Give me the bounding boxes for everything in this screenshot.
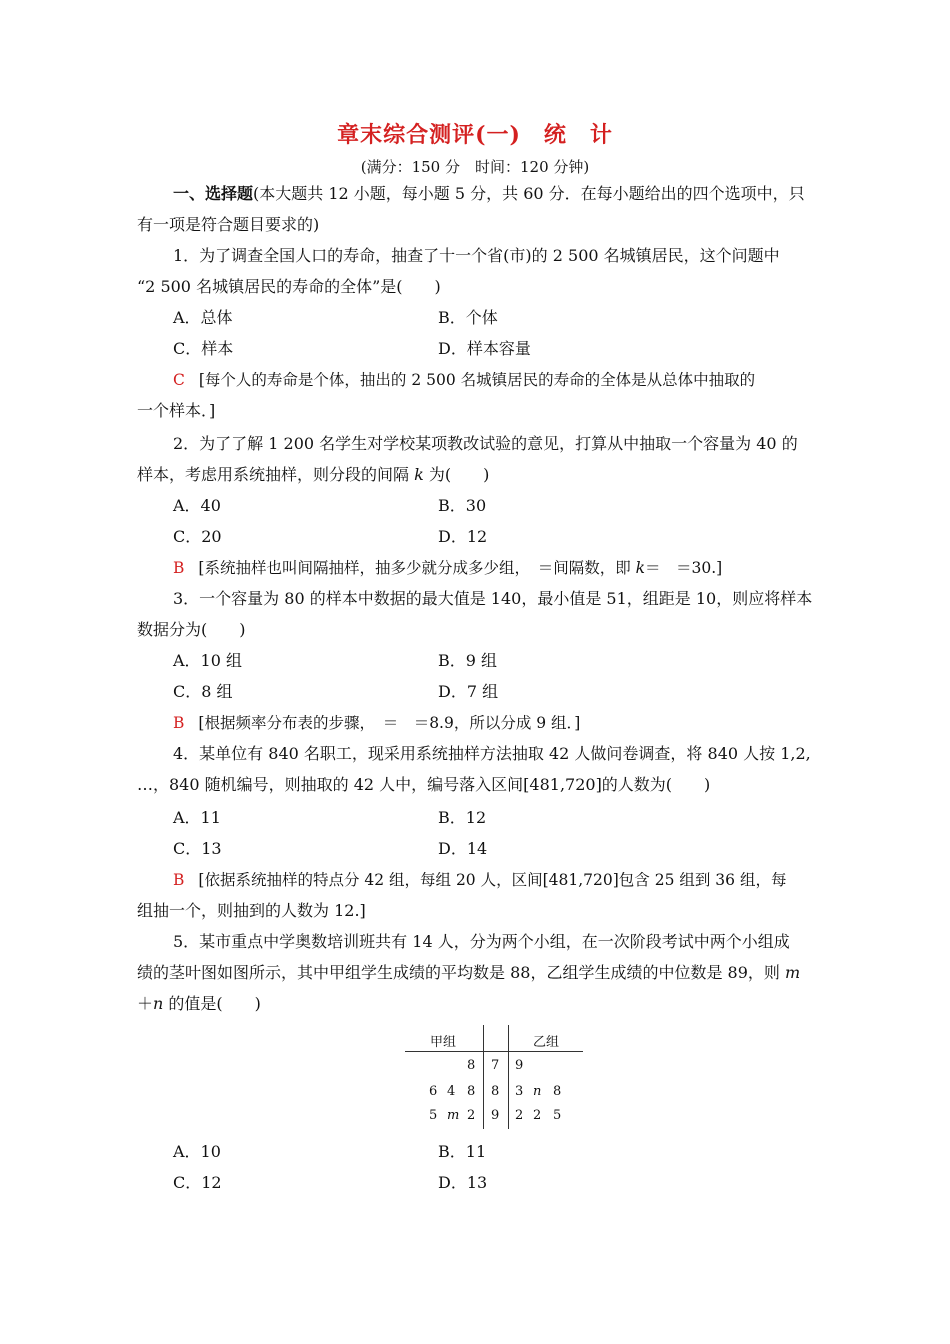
q4-stem: 4．某单位有 840 名职工，现采用系统抽样方法抽取 42 人做问卷调查，将 840 人按 1,2, (173, 744, 811, 763)
q4-expl-cont: 组抽一个，则抽到的人数为 12.] (137, 901, 366, 920)
leaf-left: 8 (467, 1058, 476, 1073)
leaf-right: 3 (515, 1084, 524, 1099)
q5-option-c: C．12 (173, 1173, 222, 1192)
q3-answer: B (173, 714, 185, 732)
q2-option-b: B．30 (438, 496, 487, 515)
q4-expl-text: [依据系统抽样的特点分 42 组，每组 20 人，区间[481,720]包含 25 组到 36 组，每 (198, 871, 787, 889)
leaf-right: 2 (533, 1108, 542, 1123)
q1-stem-cont: “2 500 名城镇居民的寿命的全体”是( ) (137, 277, 441, 296)
q1-option-b: B．个体 (438, 308, 498, 327)
q2-option-d: D．12 (438, 527, 488, 546)
section-head: 一、选择题 (173, 184, 254, 203)
q3-stem: 3．一个容量为 80 的样本中数据的最大值是 140，最小值是 51，组距是 10，则应将样本 (173, 589, 813, 608)
q1-expl-cont: 一个样本．] (137, 401, 216, 420)
q2-stem-text: 样本，考虑用系统抽样，则分段的间隔 (137, 465, 415, 484)
stem-leaf-plot (405, 1025, 585, 1135)
q5-option-a: A．10 (173, 1142, 221, 1161)
q5-stem: 5．某市重点中学奥数培训班共有 14 人，分为两个小组，在一次阶段考试中两个小组成 (173, 932, 790, 951)
q4-option-b: B．12 (438, 808, 487, 827)
q3-option-c: C．8 组 (173, 682, 233, 701)
q5-stem-text: 绩的茎叶图如图所示，其中甲组学生成绩的平均数是 88，乙组学生成绩的中位数是 89，则 (137, 963, 785, 982)
q1-option-d: D．样本容量 (438, 339, 531, 358)
q3-stem-cont: 数据分为( ) (137, 620, 246, 639)
q1-answer: C (173, 371, 185, 389)
stem-divider-left (483, 1025, 484, 1129)
section-desc: (本大题共 12 小题，每小题 5 分，共 60 分．在每小题给出的四个选项中，只 (253, 184, 805, 203)
leaf-right: 8 (553, 1084, 562, 1099)
q2-answer: B (173, 559, 185, 577)
leaf-right: 9 (515, 1058, 524, 1073)
q2-option-a: A．40 (173, 496, 221, 515)
q5-stem-cont (137, 963, 817, 983)
q1-option-c: C．样本 (173, 339, 234, 358)
q1-expl-text: [每个人的寿命是个体，抽出的 2 500 名城镇居民的寿命的全体是从总体中抽取的 (198, 371, 756, 389)
header-divider (405, 1051, 583, 1052)
q2-explanation (173, 558, 817, 578)
q3-explanation (173, 713, 817, 733)
left-group-header: 甲组 (430, 1035, 457, 1050)
q5-option-b: B．11 (438, 1142, 487, 1161)
q5-var-n: n (153, 994, 164, 1013)
q2-var-k: k (414, 465, 424, 484)
leaf-left: 6 (429, 1084, 438, 1099)
page-title: 章末综合测评(一) 统 计 (337, 122, 613, 148)
q3-option-d: D．7 组 (438, 682, 499, 701)
leaf-right: 5 (553, 1108, 562, 1123)
q2-stem: 2．为了了解 1 200 名学生对学校某项教改试验的意见，打算从中抽取一个容量为 40 的 (173, 434, 798, 453)
q5-stem-tail: 的值是( ) (163, 994, 261, 1013)
q3-option-a: A．10 组 (173, 651, 243, 670)
q4-explanation (173, 870, 817, 890)
stem-value: 8 (491, 1084, 500, 1099)
q4-option-d: D．14 (438, 839, 488, 858)
q5-option-d: D．13 (438, 1173, 488, 1192)
q2-expl-tail: ＝ ＝30.] (645, 559, 723, 577)
q2-option-c: C．20 (173, 527, 222, 546)
q4-stem-cont: …，840 随机编号，则抽取的 42 人中，编号落入区间[481,720]的人数为( ) (137, 775, 711, 794)
q3-option-b: B．9 组 (438, 651, 498, 670)
stem-divider-right (508, 1025, 509, 1129)
leaf-left: 8 (467, 1084, 476, 1099)
leaf-right: 2 (515, 1108, 524, 1123)
q2-stem-tail: 为( ) (423, 465, 490, 484)
section-desc-cont: 有一项是符合题目要求的) (137, 215, 320, 234)
q3-expl-text: [根据频率分布表的步骤， ＝ ＝8.9，所以分成 9 组．] (198, 714, 581, 732)
leaf-left: 2 (467, 1108, 476, 1123)
right-group-header: 乙组 (533, 1035, 560, 1050)
q5-stem-cont2 (137, 994, 817, 1014)
leaf-left: 4 (447, 1084, 456, 1099)
q5-var-m: m (784, 963, 801, 982)
q4-option-c: C．13 (173, 839, 222, 858)
q2-expl-var: k (635, 559, 646, 577)
q4-answer: B (173, 871, 185, 889)
leaf-right-var-n: n (533, 1084, 542, 1099)
q2-stem-cont (137, 465, 817, 485)
q5-plus: ＋ (137, 994, 154, 1013)
q2-expl-text: [系统抽样也叫间隔抽样，抽多少就分成多少组， ＝间隔数，即 (198, 559, 636, 577)
stem-value: 9 (491, 1108, 500, 1123)
q1-option-a: A．总体 (173, 308, 233, 327)
stem-value: 7 (491, 1058, 500, 1073)
q1-explanation (173, 370, 817, 390)
q1-stem: 1．为了调查全国人口的寿命，抽查了十一个省(市)的 2 500 名城镇居民，这个问题中 (173, 246, 780, 265)
q4-option-a: A．11 (173, 808, 221, 827)
leaf-left-var-m: m (447, 1108, 460, 1123)
section-intro (173, 184, 817, 204)
page-subtitle: (满分：150 分 时间：120 分钟) (360, 158, 590, 176)
leaf-left: 5 (429, 1108, 438, 1123)
